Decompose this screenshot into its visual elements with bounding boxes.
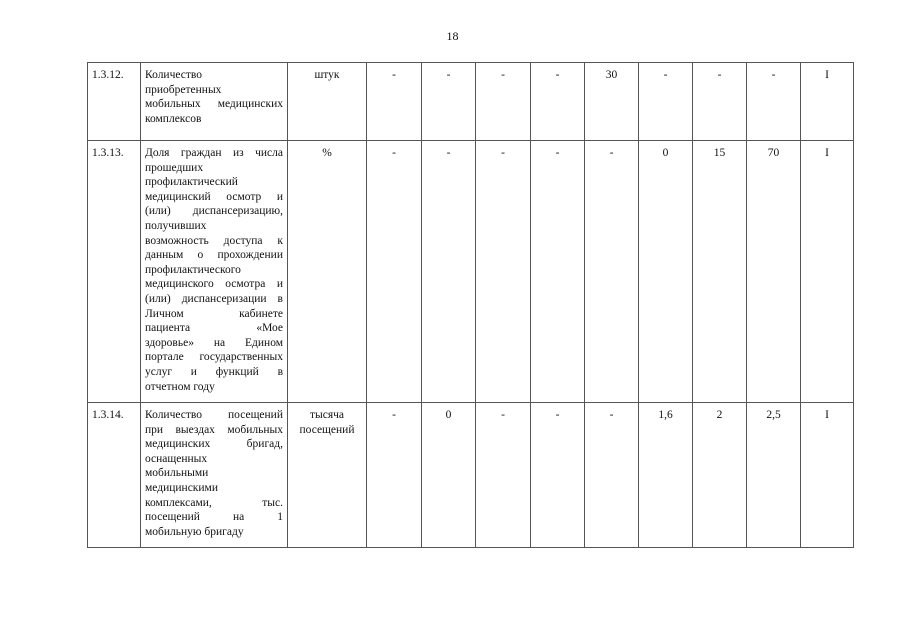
description-line: (или) диспансеризации в bbox=[145, 292, 283, 305]
unit-line: % bbox=[322, 147, 332, 159]
value-cell: 0 bbox=[422, 403, 476, 548]
value-cell: 1,6 bbox=[639, 403, 693, 548]
value-cell: - bbox=[585, 403, 639, 548]
description-line: оснащенных bbox=[145, 452, 208, 465]
table-row bbox=[88, 141, 854, 403]
value-cell: - bbox=[476, 141, 531, 403]
unit-of-measure bbox=[288, 141, 367, 403]
table-row bbox=[88, 63, 854, 141]
description-line: данным о прохождении bbox=[145, 249, 283, 262]
description-line: профилактического bbox=[145, 263, 241, 276]
description-line: медицинский осмотр и bbox=[145, 190, 283, 203]
description-line: получивших bbox=[145, 219, 207, 232]
row-number: 1.3.13. bbox=[88, 141, 141, 403]
description-line: портале государственных bbox=[145, 351, 283, 364]
indicator-description bbox=[141, 63, 288, 141]
value-cell: 15 bbox=[693, 141, 747, 403]
unit-line: тысяча bbox=[309, 409, 345, 421]
description-line: Количество посещений bbox=[145, 409, 283, 421]
description-line: приобретенных bbox=[145, 83, 222, 96]
row-number: 1.3.12. bbox=[88, 63, 141, 141]
value-cell: - bbox=[367, 141, 422, 403]
table-row bbox=[88, 403, 854, 548]
value-cell: - bbox=[422, 63, 476, 141]
description-line: отчетном году bbox=[145, 380, 215, 393]
row-number: 1.3.14. bbox=[88, 403, 141, 548]
value-cell: I bbox=[801, 141, 854, 403]
value-cell: 2 bbox=[693, 403, 747, 548]
value-cell: 0 bbox=[639, 141, 693, 403]
description-line: возможность доступа к bbox=[145, 234, 283, 247]
value-cell: I bbox=[801, 63, 854, 141]
description-line: профилактический bbox=[145, 176, 238, 189]
value-cell: - bbox=[639, 63, 693, 141]
page-number: 18 bbox=[446, 29, 459, 43]
value-cell: 70 bbox=[747, 141, 801, 403]
description-line: Количество bbox=[145, 69, 202, 81]
description-line: прошедших bbox=[145, 161, 204, 174]
value-cell: - bbox=[531, 141, 585, 403]
unit-of-measure bbox=[288, 63, 367, 141]
unit-of-measure bbox=[288, 403, 367, 548]
description-line: мобильными bbox=[145, 467, 209, 480]
description-line: при выездах мобильных bbox=[145, 423, 283, 436]
value-cell: - bbox=[531, 403, 585, 548]
description-line: услуг и функций в bbox=[145, 365, 283, 378]
value-cell: - bbox=[693, 63, 747, 141]
indicator-description bbox=[141, 141, 288, 403]
indicator-description bbox=[141, 403, 288, 548]
description-line: посещений на 1 bbox=[145, 511, 283, 524]
indicators-table bbox=[87, 62, 854, 548]
value-cell: - bbox=[367, 403, 422, 548]
value-cell: - bbox=[747, 63, 801, 141]
description-line: медицинскими bbox=[145, 481, 218, 494]
value-cell: - bbox=[585, 141, 639, 403]
description-line: мобильных медицинских bbox=[145, 98, 283, 111]
value-cell: - bbox=[531, 63, 585, 141]
description-line: комплексами, тыс. bbox=[145, 496, 283, 509]
value-cell: I bbox=[801, 403, 854, 548]
description-line: (или) диспансеризацию, bbox=[145, 205, 283, 218]
description-line: комплексов bbox=[145, 112, 202, 125]
value-cell: 2,5 bbox=[747, 403, 801, 548]
unit-line: посещений bbox=[299, 423, 355, 436]
description-line: медицинского осмотра и bbox=[145, 278, 283, 291]
description-line: мобильную бригаду bbox=[145, 525, 244, 538]
value-cell: - bbox=[476, 63, 531, 141]
value-cell: 30 bbox=[585, 63, 639, 141]
unit-line: штук bbox=[314, 69, 340, 81]
description-line: медицинских бригад, bbox=[145, 438, 283, 451]
table-body bbox=[88, 63, 854, 548]
value-cell: - bbox=[422, 141, 476, 403]
value-cell: - bbox=[476, 403, 531, 548]
description-line: пациента «Мое bbox=[145, 322, 283, 335]
description-line: Доля граждан из числа bbox=[145, 147, 283, 159]
description-line: здоровье» на Едином bbox=[145, 336, 283, 349]
description-line: Личном кабинете bbox=[145, 307, 283, 320]
value-cell: - bbox=[367, 63, 422, 141]
